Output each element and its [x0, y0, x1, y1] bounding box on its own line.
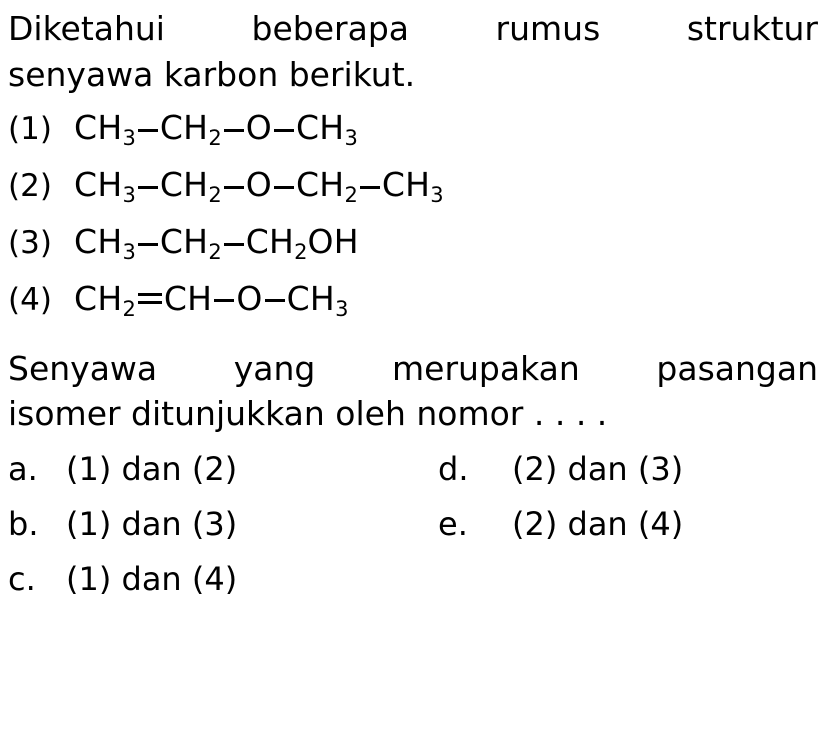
formula-subscript: 2	[294, 239, 308, 264]
formula-atom: CH	[295, 164, 345, 204]
single-bond-icon	[274, 186, 294, 189]
formula-subscript: 2	[208, 182, 222, 207]
question-line-1: Senyawa yang merupakan pasangan	[8, 348, 818, 388]
question-line-2: isomer ditunjukkan oleh nomor . . . .	[8, 394, 608, 434]
structure-formula-3	[74, 221, 359, 264]
structure-number: (4)	[8, 281, 52, 318]
double-bond-icon	[138, 293, 162, 304]
option-letter-b: b.	[8, 504, 39, 543]
formula-atom: CH	[159, 221, 209, 261]
formula-atom: OH	[307, 221, 359, 261]
structure-item	[8, 278, 828, 321]
option-letter-a: a.	[8, 449, 38, 488]
structure-list	[0, 108, 828, 321]
structure-number: (3)	[8, 224, 52, 261]
single-bond-icon	[360, 186, 380, 189]
formula-atom: O	[245, 164, 272, 204]
formula-subscript: 3	[335, 296, 349, 321]
formula-atom: CH	[381, 164, 431, 204]
structure-item	[8, 164, 828, 207]
intro-paragraph	[8, 6, 818, 97]
structure-number: (1)	[8, 111, 52, 148]
single-bond-icon	[138, 129, 158, 132]
structure-item	[8, 108, 828, 150]
option-row	[8, 559, 828, 598]
formula-atom: CH	[286, 278, 336, 318]
option-text-e: (2) dan (4)	[512, 504, 684, 543]
option-letter-d: d.	[438, 449, 469, 488]
option-text-c: (1) dan (4)	[66, 559, 238, 598]
formula-atom: CH	[74, 164, 123, 204]
option-letter-c: c.	[8, 559, 36, 598]
option-a[interactable]	[8, 449, 438, 488]
question-paragraph	[8, 346, 818, 437]
single-bond-icon	[224, 186, 244, 189]
formula-subscript: 2	[208, 125, 222, 150]
option-d[interactable]	[438, 449, 684, 488]
structure-item	[8, 221, 828, 264]
single-bond-icon	[224, 129, 244, 132]
option-c[interactable]	[8, 559, 438, 598]
option-text-a: (1) dan (2)	[66, 449, 238, 488]
formula-atom: CH	[295, 108, 345, 148]
formula-atom: CH	[163, 278, 213, 318]
option-b[interactable]	[8, 504, 438, 543]
structure-formula-4	[74, 278, 349, 321]
question-page	[0, 6, 828, 755]
structure-formula-2	[74, 164, 444, 207]
formula-subscript: 3	[122, 239, 136, 264]
structure-formula-1	[74, 108, 358, 150]
single-bond-icon	[274, 129, 294, 132]
option-row	[8, 504, 828, 543]
formula-atom: CH	[245, 221, 295, 261]
formula-atom: O	[245, 108, 272, 148]
answer-options	[8, 449, 828, 598]
formula-subscript: 2	[344, 182, 358, 207]
formula-atom: CH	[74, 221, 123, 261]
structure-number: (2)	[8, 167, 52, 204]
intro-line-1: Diketahui beberapa rumus struktur	[8, 9, 818, 48]
option-letter-e: e.	[438, 504, 468, 543]
formula-subscript: 3	[122, 182, 136, 207]
single-bond-icon	[265, 299, 285, 302]
option-text-b: (1) dan (3)	[66, 504, 238, 543]
formula-subscript: 3	[430, 182, 444, 207]
formula-atom: CH	[159, 164, 209, 204]
formula-subscript: 3	[122, 125, 136, 150]
intro-line-2: senyawa karbon berikut.	[8, 54, 416, 94]
formula-atom: CH	[74, 108, 123, 148]
single-bond-icon	[214, 299, 234, 302]
option-e[interactable]	[438, 504, 684, 543]
formula-subscript: 2	[208, 239, 222, 264]
formula-atom: O	[236, 278, 263, 318]
formula-atom: CH	[159, 108, 209, 148]
option-text-d: (2) dan (3)	[512, 449, 684, 488]
formula-subscript: 3	[344, 125, 358, 150]
formula-subscript: 2	[122, 296, 136, 321]
formula-atom: CH	[74, 278, 123, 318]
single-bond-icon	[138, 186, 158, 189]
single-bond-icon	[224, 243, 244, 246]
single-bond-icon	[138, 243, 158, 246]
option-row	[8, 449, 828, 488]
